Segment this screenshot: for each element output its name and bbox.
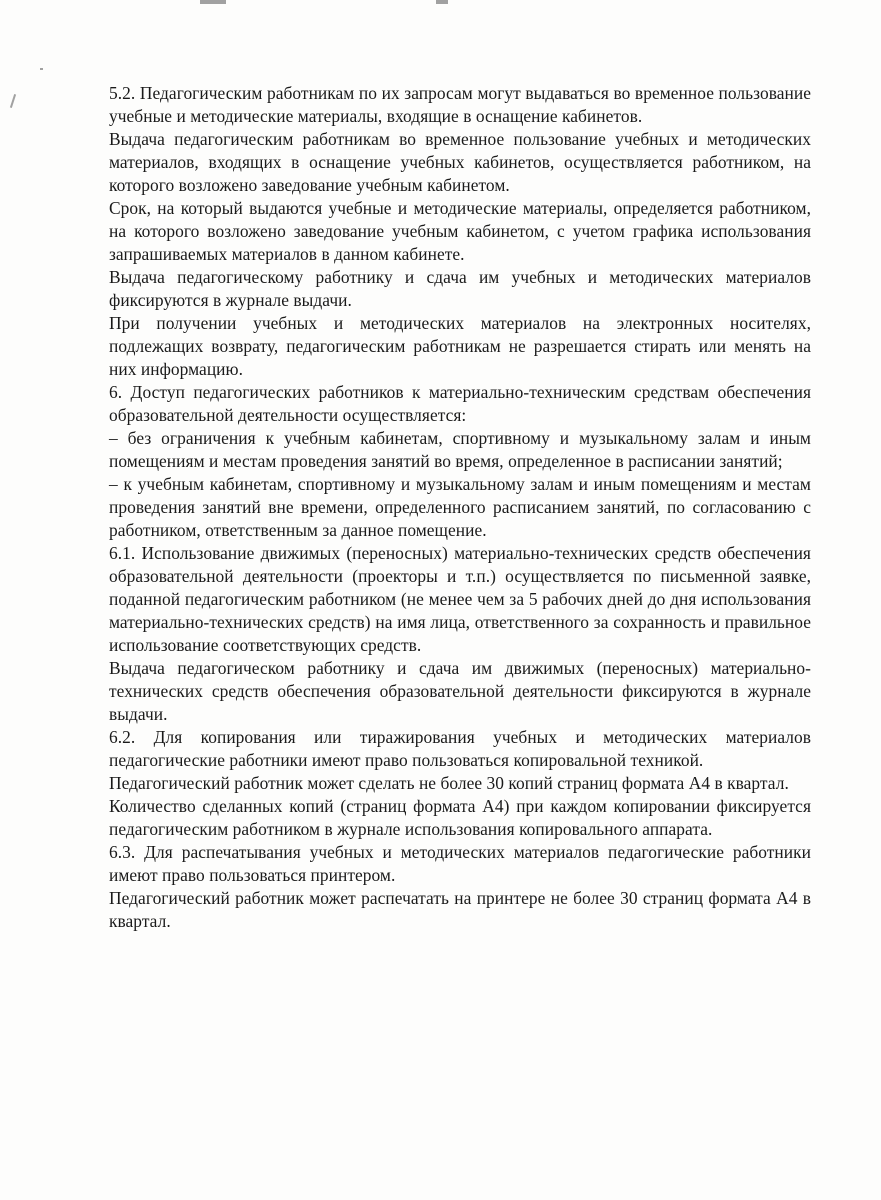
paragraph-5-2: 5.2. Педагогическим работникам по их запросам могут выдаваться во временное пользование учебные и методические материалы, входящие в оснащение кабинетов.: [109, 83, 811, 126]
scan-artifact: [200, 0, 226, 4]
scan-artifact: [40, 68, 43, 70]
paragraph-6-3: 6.3. Для распечатывания учебных и методических материалов педагогические работники имеют право пользоваться принтером.: [109, 842, 811, 885]
paragraph-issue-log: Выдача педагогическому работнику и сдача им учебных и методических материалов фиксируются в журнале выдачи.: [109, 267, 811, 310]
document-body: [109, 82, 811, 933]
paragraph-copy-limit: Педагогический работник может сделать не более 30 копий страниц формата А4 в квартал.: [109, 773, 789, 793]
list-item-unrestricted: – без ограничения к учебным кабинетам, спортивному и музыкальному залам и иным помещениям и местам проведения занятий во время, определенное в расписании занятий;: [109, 428, 811, 471]
paragraph-print-limit: Педагогический работник может распечатать на принтере не более 30 страниц формата А4 в квартал.: [109, 888, 811, 931]
paragraph-copy-log: Количество сделанных копий (страниц формата А4) при каждом копировании фиксируется педагогическим работником в журнале использования копировального аппарата.: [109, 796, 811, 839]
paragraph-electronic-media: При получении учебных и методических материалов на электронных носителях, подлежащих возврату, педагогическим работникам не разрешается стирать или менять на них информацию.: [109, 313, 811, 379]
list-item-by-agreement: – к учебным кабинетам, спортивному и музыкальному залам и иным помещениям и местам проведения занятий вне времени, определенного расписанием занятий, по согласованию с работником, ответственным за данное помещение.: [109, 474, 811, 540]
paragraph-issue-term: Срок, на который выдаются учебные и методические материалы, определяется работником, на которого возложено заведование учебным кабинетом, с учетом графика использования запрашиваемых материалов в данном кабинете.: [109, 198, 811, 264]
paragraph-6: 6. Доступ педагогических работников к материально-техническим средствам обеспечения образовательной деятельности осуществляется:: [109, 382, 811, 425]
paragraph-mobile-equipment-log: Выдача педагогическом работнику и сдача им движимых (переносных) материально-технических средств обеспечения образовательной деятельности фиксируются в журнале выдачи.: [109, 658, 811, 724]
scan-artifact: [436, 0, 448, 4]
paragraph-6-1: 6.1. Использование движимых (переносных) материально-технических средств обеспечения образовательной деятельности (проекторы и т.п.) осуществляется по письменной заявке, поданной педагогическим работником (не менее чем за 5 рабочих дней до дня использования материально-технических средств) на имя лица, ответственного за сохранность и правильное использование соответствующих средств.: [109, 543, 811, 655]
paragraph-issue-materials: Выдача педагогическим работникам во временное пользование учебных и методических материалов, входящих в оснащение учебных кабинетов, осуществляется работником, на которого возложено заведование учебным кабинетом.: [109, 129, 811, 195]
paragraph-6-2: 6.2. Для копирования или тиражирования учебных и методических материалов педагогические работники имеют право пользоваться копировальной техникой.: [109, 727, 811, 770]
scan-artifact: [10, 94, 16, 108]
